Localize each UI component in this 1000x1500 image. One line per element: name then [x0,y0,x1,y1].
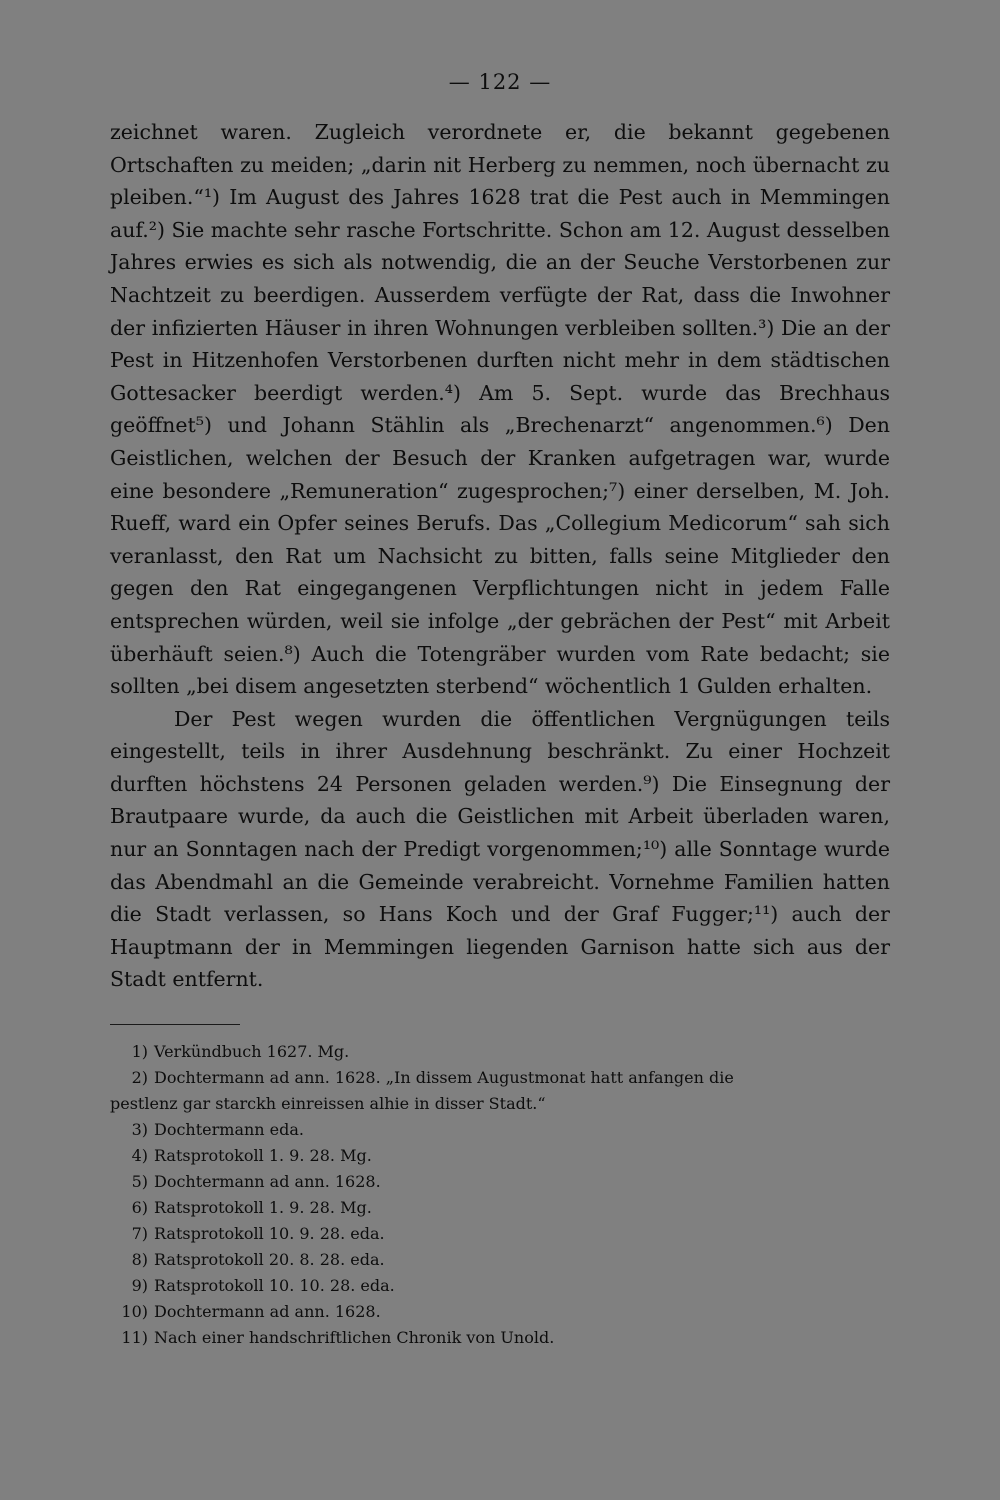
footnote-text: Ratsprotokoll 10. 9. 28. eda. [154,1224,385,1244]
footnote-separator [110,1024,240,1025]
footnotes [110,1039,890,1351]
footnote-5 [110,1169,890,1195]
footnote-text: Dochtermann ad ann. 1628. [154,1172,381,1192]
footnote-11 [110,1325,890,1351]
footnote-number: 10) [121,1302,148,1322]
footnote-1 [110,1039,890,1065]
footnote-number: 4) [131,1146,148,1166]
footnote-number: 7) [131,1224,148,1244]
footnote-number: 2) [131,1068,148,1088]
footnote-text: Nach einer handschriftlichen Chronik von Unold. [154,1328,555,1348]
book-page [110,70,890,1351]
footnote-text: Ratsprotokoll 1. 9. 28. Mg. [154,1198,372,1218]
footnote-number: 9) [131,1276,148,1296]
footnote-6 [110,1195,890,1221]
main-text [110,116,890,996]
footnote-text: Verkündbuch 1627. Mg. [154,1042,350,1062]
footnote-number: 8) [131,1250,148,1270]
footnote-text: Ratsprotokoll 20. 8. 28. eda. [154,1250,385,1270]
footnote-number: 6) [131,1198,148,1218]
footnote-9 [110,1273,890,1299]
footnote-4 [110,1143,890,1169]
footnote-10 [110,1299,890,1325]
footnote-text: Dochtermann ad ann. 1628. „In dissem Augustmonat hatt anfangen die [154,1068,734,1088]
footnote-number: 3) [131,1120,148,1140]
footnote-number: 1) [131,1042,148,1062]
footnote-text: Dochtermann eda. [154,1120,305,1140]
footnote-2-continuation: pestlenz gar starckh einreissen alhie in disser Stadt.“ [110,1094,546,1114]
footnote-text: Ratsprotokoll 1. 9. 28. Mg. [154,1146,372,1166]
footnote-7 [110,1221,890,1247]
footnote-2 [110,1065,890,1091]
footnote-8 [110,1247,890,1273]
footnote-number: 5) [131,1172,148,1192]
footnote-text: Dochtermann ad ann. 1628. [154,1302,381,1322]
paragraph-1: zeichnet waren. Zugleich verordnete er, die bekannt gegebenen Ortschaften zu meiden; „darin nit Herberg zu nemmen, noch übernacht zu pleiben.“¹) Im August des Jahres 1628 trat die Pest auch in Memmingen auf.²) Sie machte sehr rasche Fortschritte. Schon am 12. August desselben Jahres erwies es sich als notwendig, die an der Seuche Verstorbenen zur Nachtzeit zu beerdigen. Ausserdem verfügte der Rat, dass die Inwohner der infizierten Häuser in ihren Wohnungen verbleiben sollten.³) Die an der Pest in Hitzenhofen Verstorbenen durften nicht mehr in dem städtischen Gottesacker beerdigt werden.⁴) Am 5. Sept. wurde das Brechhaus geöffnet⁵) und Johann Stählin als „Brechenarzt“ angenommen.⁶) Den Geistlichen, welchen der Besuch der Kranken aufgetragen war, wurde eine besondere „Remuneration“ zugesprochen;⁷) einer derselben, M. Joh. Rueff, ward ein Opfer seines Berufs. Das „Collegium Medicorum“ sah sich veranlasst, den Rat um Nachsicht zu bitten, falls seine Mitglieder den gegen den Rat eingegangenen Verpflichtungen nicht in jedem Falle entsprechen würden, weil sie infolge „der gebrächen der Pest“ mit Arbeit überhäuft seien.⁸) Auch die Totengräber wurden vom Rate bedacht; sie sollten „bei disem angesetzten sterbend“ wöchentlich 1 Gulden erhalten. [110,120,890,699]
footnote-number: 11) [121,1328,148,1348]
page-number: — 122 — [448,70,552,94]
footnote-text: Ratsprotokoll 10. 10. 28. eda. [154,1276,395,1296]
footnote-3 [110,1117,890,1143]
paragraph-2: Der Pest wegen wurden die öffentlichen Vergnügungen teils eingestellt, teils in ihrer Ausdehnung beschränkt. Zu einer Hochzeit durften höchstens 24 Personen geladen werden.⁹) Die Einsegnung der Brautpaare wurde, da auch die Geistlichen mit Arbeit überladen waren, nur an Sonntagen nach der Predigt vorgenommen;¹⁰) alle Sonntage wurde das Abendmahl an die Gemeinde verabreicht. Vornehme Familien hatten die Stadt verlassen, so Hans Koch und der Graf Fugger;¹¹) auch der Hauptmann der in Memmingen liegenden Garnison hatte sich aus der Stadt entfernt. [110,706,890,992]
